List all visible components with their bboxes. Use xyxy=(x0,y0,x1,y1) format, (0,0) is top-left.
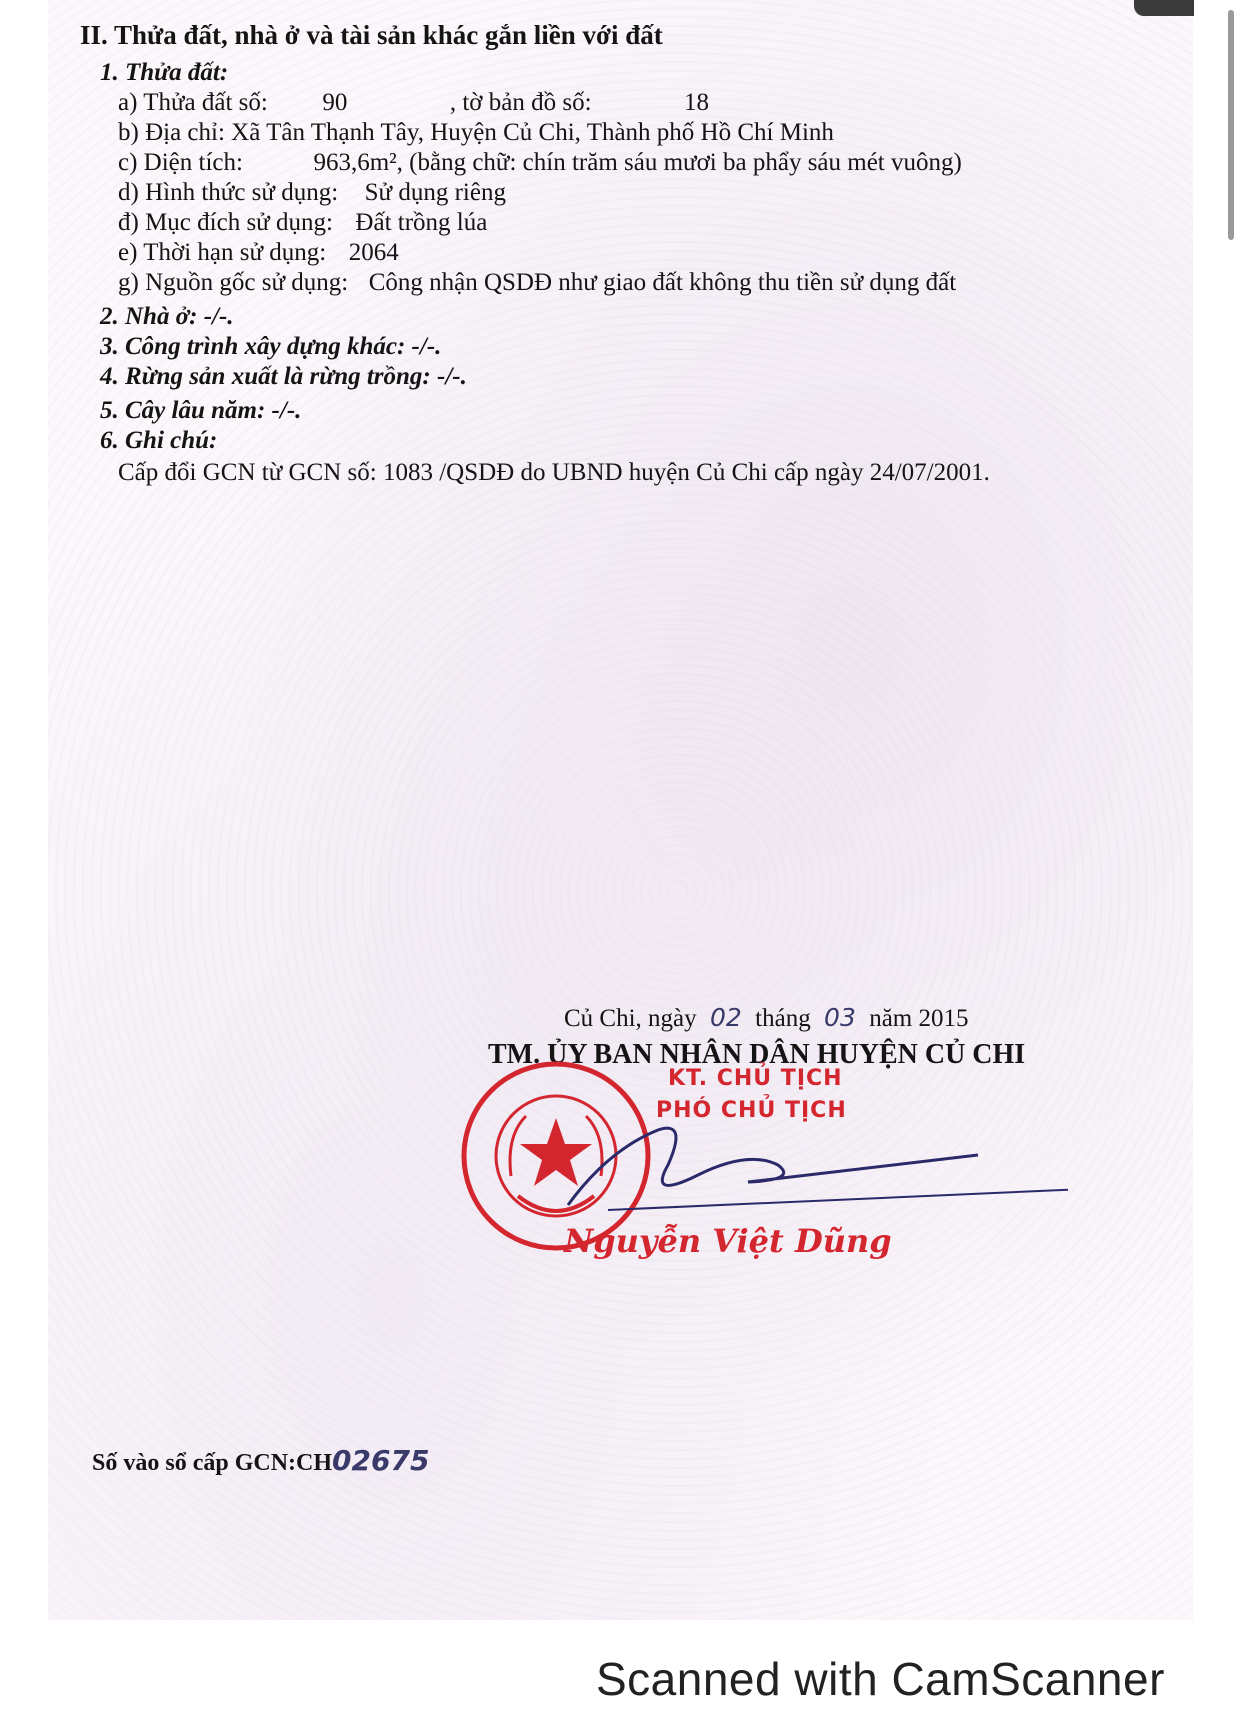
notes-heading: 6. Ghi chú: xyxy=(100,427,218,454)
usage-purpose-label: đ) Mục đích sử dụng: xyxy=(118,209,333,236)
date-year: năm 2015 xyxy=(869,1005,969,1032)
document-page xyxy=(48,0,1193,1620)
date-month: 03 xyxy=(824,1003,856,1032)
address-value: Xã Tân Thạnh Tây, Huyện Củ Chi, Thành phố Hồ Chí Minh xyxy=(231,119,834,146)
section-title: II. Thửa đất, nhà ở và tài sản khác gắn liền với đất xyxy=(80,20,663,50)
field-usage-form xyxy=(118,178,506,208)
usage-form-value: Sử dụng riêng xyxy=(364,179,506,206)
usage-term-value: 2064 xyxy=(348,239,399,266)
map-sheet-label: , tờ bản đồ số: xyxy=(449,89,592,116)
scan-edge xyxy=(1134,0,1194,16)
handwritten-signature xyxy=(548,1110,1068,1220)
field-address xyxy=(118,118,834,148)
perennial-line: 5. Cây lâu năm: -/-. xyxy=(100,397,302,424)
parcel-number-value: 90 xyxy=(322,89,348,116)
land-heading: 1. Thửa đất: xyxy=(100,59,229,86)
notes-text: Cấp đổi GCN từ GCN số: 1083 /QSDĐ do UBND huyện Củ Chi cấp ngày 24/07/2001. xyxy=(118,459,990,486)
date-month-label: tháng xyxy=(755,1005,811,1032)
address-label: b) Địa chỉ: xyxy=(118,119,225,146)
usage-term-label: e) Thời hạn sử dụng: xyxy=(118,239,327,266)
date-prefix: Củ Chi, ngày xyxy=(564,1005,697,1032)
house-line: 2. Nhà ở: -/-. xyxy=(100,303,234,330)
registry-label: Số vào sổ cấp GCN:CH xyxy=(92,1450,333,1476)
registry-number xyxy=(92,1446,429,1478)
field-usage-term xyxy=(118,238,399,268)
other-construction-line: 3. Công trình xây dựng khác: -/-. xyxy=(100,333,442,360)
field-usage-purpose xyxy=(118,208,487,238)
issuing-authority: TM. ỦY BAN NHÂN DÂN HUYỆN CỦ CHI xyxy=(488,1039,1026,1070)
registry-value: 02675 xyxy=(332,1444,430,1477)
signer-name: Nguyễn Việt Dũng xyxy=(564,1222,892,1260)
usage-origin-value: Công nhận QSDĐ như giao đất không thu tiền sử dụng đất xyxy=(368,269,957,296)
forest-line: 4. Rừng sản xuất là rừng trồng: -/-. xyxy=(100,363,467,390)
usage-form-label: d) Hình thức sử dụng: xyxy=(118,179,339,206)
camscanner-watermark: Scanned with CamScanner xyxy=(596,1653,1165,1705)
usage-origin-label: g) Nguồn gốc sử dụng: xyxy=(118,269,349,296)
usage-purpose-value: Đất trồng lúa xyxy=(355,209,488,236)
signing-date xyxy=(564,1003,969,1034)
parcel-number-label: a) Thửa đất số: xyxy=(118,89,268,116)
map-sheet-value: 18 xyxy=(684,89,710,116)
scrollbar[interactable] xyxy=(1228,10,1234,240)
area-value: 963,6m², (bằng chữ: chín trăm sáu mươi ba phẩy sáu mét vuông) xyxy=(313,149,962,176)
sign-role-2: PHÓ CHỦ TỊCH xyxy=(656,1098,847,1123)
area-label: c) Diện tích: xyxy=(118,149,243,176)
field-usage-origin xyxy=(118,268,956,298)
field-area xyxy=(118,148,962,178)
field-parcel-number xyxy=(118,88,709,118)
date-day: 02 xyxy=(710,1003,742,1032)
sign-role-1: KT. CHỦ TỊCH xyxy=(668,1066,843,1091)
